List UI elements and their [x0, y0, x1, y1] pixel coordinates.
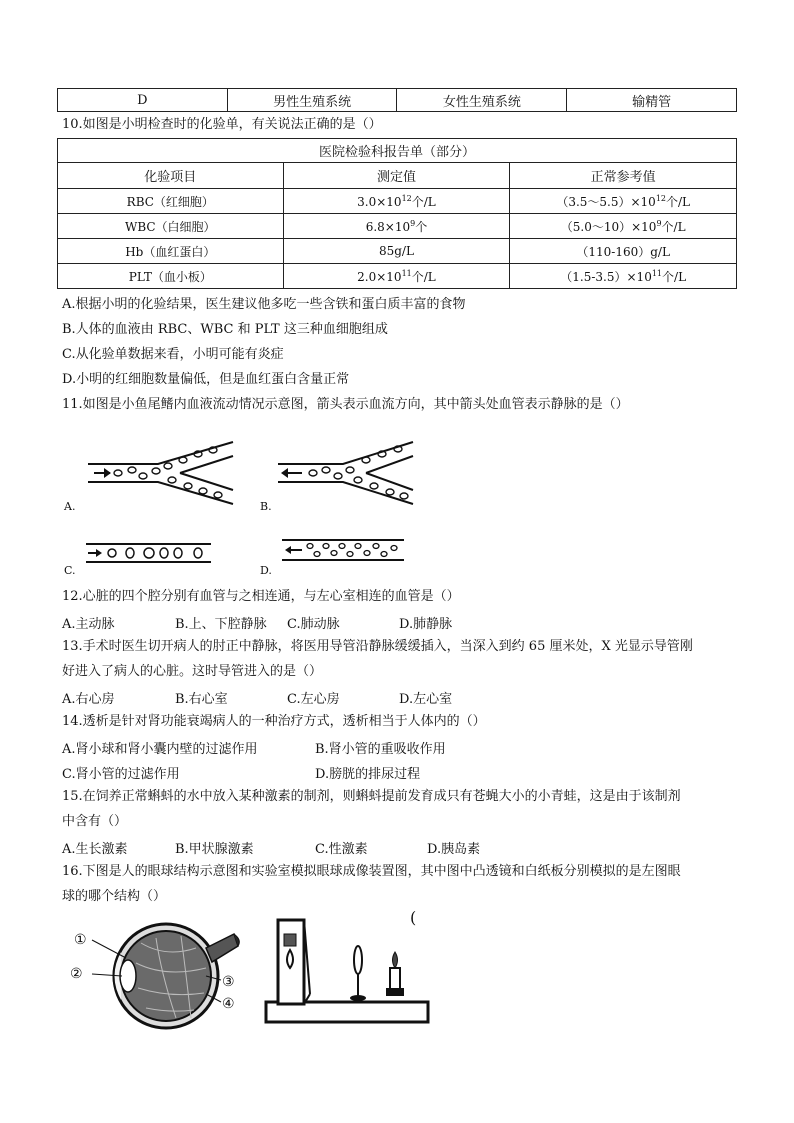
figure-label-c: C.: [64, 564, 76, 577]
top-cell-4: 输精管: [567, 89, 737, 112]
q13-stem-line1: 13.手术时医生切开病人的肘正中静脉，将医用导管沿静脉缓缓插入，当深入到约 65 厘米处，X 光显示导管刚: [62, 639, 693, 654]
table-row: Hb（血红蛋白） 85g/L （110-160）g/L: [58, 239, 737, 264]
eye-label-1: ①: [74, 932, 87, 948]
q14-option-c: C.肾小管的过滤作用: [62, 767, 180, 782]
q11-stem: 11.如图是小鱼尾鳍内血液流动情况示意图，箭头表示血流方向，其中箭头处血管表示静脉的是（）: [62, 397, 629, 412]
imaging-apparatus-diagram: [262, 910, 434, 1030]
q15-option-a: A.生长激素: [62, 842, 128, 857]
q14-option-a: A.肾小球和肾小囊内壁的过滤作用: [62, 742, 258, 757]
figure-label-a: A.: [64, 500, 76, 513]
table-row: RBC（红细胞） $3.0\times 10^{12}$个/L $(3.5\sim 5.5)\times 10^{12}$个/L: [58, 189, 737, 214]
header-value: 测定值: [283, 163, 510, 189]
lab-report-table: [57, 138, 737, 289]
q13-option-a: A.右心房: [62, 692, 115, 707]
blood-vessel-figure-d: [282, 536, 408, 564]
q15-option-d: D.胰岛素: [427, 842, 481, 857]
q15-option-c: C.性激素: [315, 842, 368, 857]
eye-label-2: ②: [70, 966, 83, 982]
q10-option-c: C.从化验单数据来看，小明可能有炎症: [62, 347, 284, 362]
top-cell-2: 男性生殖系统: [227, 89, 397, 112]
blood-vessel-figure-b: [278, 438, 418, 508]
figure-label-d: D.: [260, 564, 272, 577]
q12-option-d: D.肺静脉: [399, 617, 453, 632]
q14-stem: 14.透析是针对肾功能衰竭病人的一种治疗方式，透析相当于人体内的（）: [62, 714, 486, 729]
table-row: WBC（白细胞） $6.8\times 10^9$个 $(5.0\sim 10)\times 10^9$个/L: [58, 214, 737, 239]
q12-stem: 12.心脏的四个腔分别有血管与之相连通，与左心室相连的血管是（）: [62, 589, 460, 604]
blood-vessel-figure-c: [86, 540, 216, 566]
figure-label-b: B.: [260, 500, 272, 513]
q10-option-d: D.小明的红细胞数量偏低，但是血红蛋白含量正常: [62, 372, 350, 387]
top-row-table: [57, 88, 737, 112]
report-title: 医院检验科报告单（部分）: [58, 139, 737, 163]
q12-option-b: B.上、下腔静脉: [175, 617, 267, 632]
row-item: PLT（血小板）: [58, 264, 284, 289]
q14-option-d: D.膀胱的排尿过程: [315, 767, 421, 782]
eye-label-4: ④: [222, 996, 235, 1012]
q15-stem-line2: 中含有（）: [62, 814, 128, 829]
top-cell-1: D: [58, 89, 228, 112]
q15-option-b: B.甲状腺激素: [175, 842, 254, 857]
q10-stem: 10.如图是小明检查时的化验单，有关说法正确的是（）: [62, 117, 382, 132]
q13-option-d: D.左心室: [399, 692, 453, 707]
q10-option-a: A.根据小明的化验结果，医生建议他多吃一些含铁和蛋白质丰富的食物: [62, 297, 466, 312]
eyeball-diagram: [66, 918, 246, 1033]
row-item: RBC（红细胞）: [58, 189, 284, 214]
q13-stem-line2: 好进入了病人的心脏。这时导管进入的是（）: [62, 664, 323, 679]
q10-option-b: B.人体的血液由 RBC、WBC 和 PLT 这三种血细胞组成: [62, 322, 388, 337]
row-item: WBC（白细胞）: [58, 214, 284, 239]
table-row: PLT（血小板） $2.0\times 10^{11}$个/L $(1.5-3.5)\times 10^{11}$个/L: [58, 264, 737, 289]
top-cell-3: 女性生殖系统: [397, 89, 567, 112]
q16-stem-line1: 16.下图是人的眼球结构示意图和实验室模拟眼球成像装置图，其中图中凸透镜和白纸板分别模拟的是左图眼: [62, 864, 681, 879]
blood-vessel-figure-a: [88, 438, 238, 508]
q15-stem-line1: 15.在饲养正常蝌蚪的水中放入某种激素的制剂，则蝌蚪提前发育成只有苍蝇大小的小青蛙，这是由于该制剂: [62, 789, 681, 804]
q13-option-c: C.左心房: [287, 692, 340, 707]
row-item: Hb（血红蛋白）: [58, 239, 284, 264]
q12-option-c: C.肺动脉: [287, 617, 340, 632]
eye-label-3: ③: [222, 974, 235, 990]
q14-option-b: B.肾小管的重吸收作用: [315, 742, 446, 757]
header-ref: 正常参考值: [510, 163, 737, 189]
stray-mark: (: [410, 908, 417, 927]
header-item: 化验项目: [58, 163, 284, 189]
q16-stem-line2: 球的哪个结构（）: [62, 889, 167, 904]
q13-option-b: B.右心室: [175, 692, 228, 707]
q12-option-a: A.主动脉: [62, 617, 115, 632]
